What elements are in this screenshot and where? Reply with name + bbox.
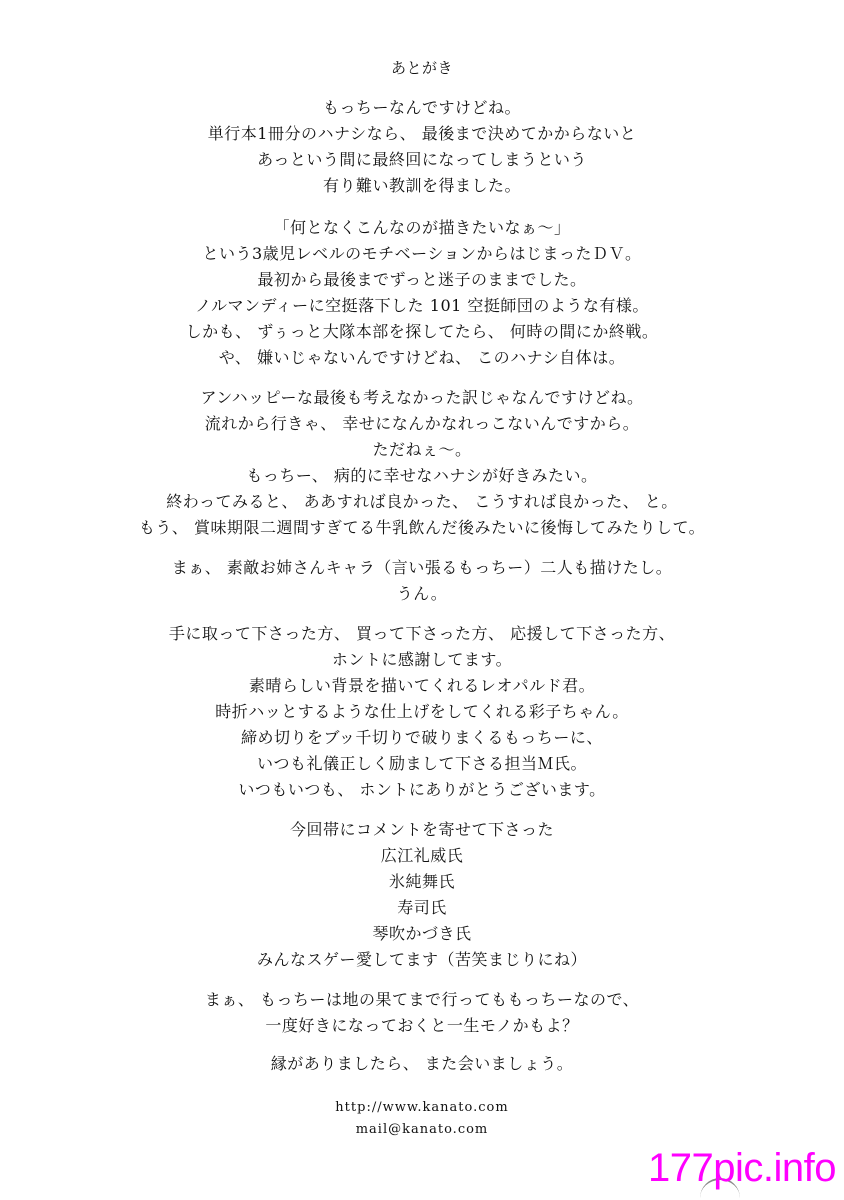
text-line: しかも、 ずぅっと大隊本部を探してたら、 何時の間にか終戦。: [185, 322, 659, 341]
text-line: あっという間に最終回になってしまうという: [257, 150, 587, 169]
text-line: 手に取って下さった方、 買って下さった方、 応援して下さった方、: [168, 624, 676, 643]
text-line: 最初から最後までずっと迷子のままでした。: [257, 270, 587, 289]
page-title: あとがき: [390, 59, 453, 77]
text-line: 終わってみると、 ああすれば良かった、 こうすれば良かった、 と。: [166, 492, 678, 511]
text-line: 流れから行きゃ、 幸せになんかなれっこないんですから。: [204, 414, 640, 433]
text-line: もっちー、 病的に幸せなハナシが好きみたい。: [246, 466, 598, 485]
text-line: や、 嫌いじゃないんですけどね、 このハナシ自体は。: [218, 348, 626, 367]
text-line: ただねぇ～。: [372, 440, 472, 459]
text-line: いつも礼儀正しく励まして下さる担当Ｍ氏。: [256, 754, 587, 773]
text-line: ノルマンディーに空挺落下した 101 空挺師団のような有様。: [195, 296, 649, 315]
text-line: まぁ、 素敵お姉さんキャラ（言い張るもっちー）二人も描けたし。: [171, 558, 673, 577]
text-line: 氷純舞氏: [388, 872, 455, 891]
text-line: 時折ハッとするような仕上げをしてくれる彩子ちゃん。: [215, 702, 629, 721]
text-line: もっちーなんですけどね。: [322, 98, 521, 117]
text-line: まぁ、 もっちーは地の果てまで行ってももっちーなので、: [204, 990, 640, 1009]
text-line: うん。: [396, 584, 448, 603]
text-line: 有り難い教訓を得ました。: [322, 176, 521, 195]
text-line: ホントに感謝してます。: [331, 650, 513, 669]
text-line: 単行本1冊分のハナシなら、 最後まで決めてかからないと: [207, 124, 637, 143]
text-line: いつもいつも、 ホントにありがとうございます。: [238, 780, 606, 799]
text-line: 広江礼威氏: [380, 846, 464, 865]
text-line: 素晴らしい背景を描いてくれるレオパルド君。: [248, 676, 596, 695]
text-line: 寿司氏: [397, 898, 447, 917]
text-line: アンハッピーな最後も考えなかった訳じゃなんですけどね。: [200, 388, 644, 407]
text-line: もう、 賞味期限二週間すぎてる牛乳飲んだ後みたいに後悔してみたりして。: [138, 518, 706, 537]
text-line: 琴吹かづき氏: [372, 924, 472, 943]
text-line: みんなスゲー愛してます（苦笑まじりにね）: [256, 950, 587, 969]
text-line: 一度好きになっておくと一生モノかもよ？: [265, 1016, 579, 1035]
text-line: 縁がありましたら、 また会いましょう。: [270, 1054, 574, 1073]
text-line: 「何となくこんなのが描きたいなぁ～」: [273, 218, 571, 237]
text-line: 締め切りをブッ千切りで破りまくるもっちーに、: [241, 728, 603, 747]
website-url[interactable]: http://www.kanato.com: [335, 1100, 509, 1115]
watermark: 177pic.info: [648, 1146, 836, 1190]
mail-address[interactable]: mail@kanato.com: [355, 1122, 489, 1137]
text-line: という3歳児レベルのモチベーションからはじまったＤＶ。: [202, 244, 642, 263]
text-line: 今回帯にコメントを寄せて下さった: [289, 820, 554, 839]
